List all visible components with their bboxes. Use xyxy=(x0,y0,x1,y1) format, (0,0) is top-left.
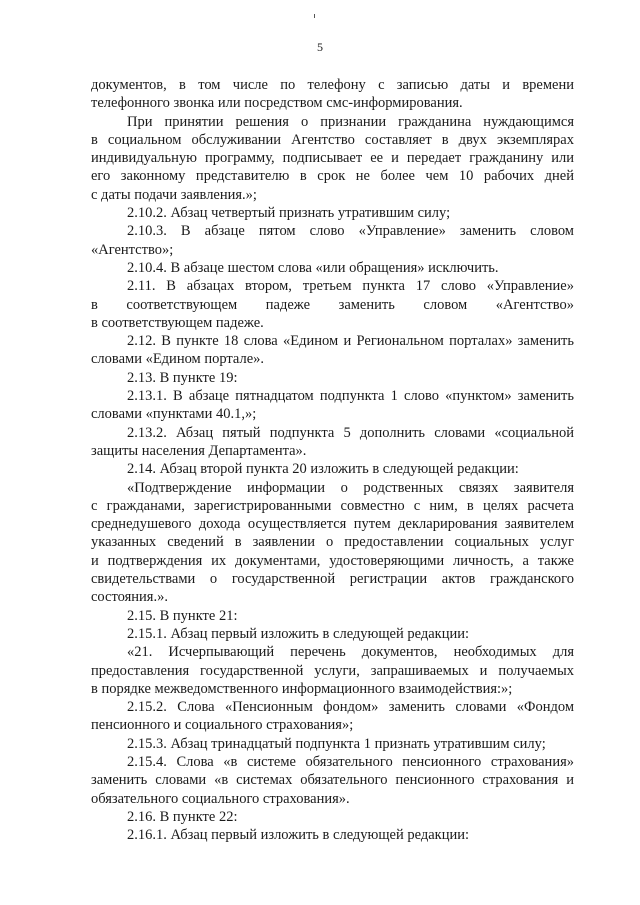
paragraph xyxy=(91,460,574,478)
text-line: 2.10.3. В абзаце пятом слово «Управление» заменить словом xyxy=(127,223,574,240)
text-line: предоставления государственной услуги, запрашиваемых и получаемых xyxy=(91,662,574,679)
paragraph xyxy=(91,204,574,222)
paragraph xyxy=(91,332,574,369)
text-line: «21. Исчерпывающий перечень документов, необходимых для xyxy=(127,644,574,661)
text-line: обязательного социального страхования». xyxy=(91,790,350,807)
text-line: словами «Едином портале». xyxy=(91,351,265,368)
text-line: в социальном обслуживании Агентство составляет в двух экземплярах xyxy=(91,131,574,148)
text-line: При принятии решения о признании гражданина нуждающимся xyxy=(127,113,574,130)
paragraph xyxy=(91,424,574,461)
text-line: 2.15.4. Слова «в системе обязательного пенсионного страхования» xyxy=(127,753,574,770)
paragraph xyxy=(91,222,574,259)
text-line: 2.10.2. Абзац четвертый признать утратившим силу; xyxy=(127,205,451,222)
scan-mark xyxy=(314,14,315,18)
text-line: с даты подачи заявления.»; xyxy=(91,186,257,203)
document-body xyxy=(91,76,574,844)
paragraph xyxy=(91,387,574,424)
text-line: указанных сведений в заявлении о предоставлении социальных услуг xyxy=(91,534,574,551)
text-line: в порядке межведомственного информационного взаимодействия:»; xyxy=(91,680,513,697)
text-line: 2.13. В пункте 19: xyxy=(127,369,238,386)
paragraph xyxy=(91,808,574,826)
text-line: 2.10.4. В абзаце шестом слова «или обращения» исключить. xyxy=(127,259,499,276)
text-line: 2.11. В абзацах втором, третьем пункта 17 слово «Управление» xyxy=(127,278,574,295)
text-line: 2.13.1. В абзаце пятнадцатом подпункта 1 слово «пунктом» заменить xyxy=(127,388,574,405)
text-line: защиты населения Департамента». xyxy=(91,442,307,459)
paragraph xyxy=(91,735,574,753)
paragraph xyxy=(91,698,574,735)
text-line: «Подтверждение информации о родственных связях заявителя xyxy=(127,479,574,496)
text-line: телефонного звонка или посредством смс-информирования. xyxy=(91,95,463,112)
paragraph xyxy=(91,113,574,204)
text-line: с гражданами, зарегистрированными совместно с ним, в целях расчета xyxy=(91,497,574,514)
text-line: индивидуальную программу, подписывает ее и передает гражданину или xyxy=(91,150,574,167)
text-line: 2.16. В пункте 22: xyxy=(127,808,238,825)
text-line: пенсионного и социального страхования»; xyxy=(91,717,354,734)
paragraph xyxy=(91,753,574,808)
paragraph xyxy=(91,76,574,113)
text-line: 2.16.1. Абзац первый изложить в следующей редакции: xyxy=(127,827,470,844)
page-number: 5 xyxy=(317,40,323,54)
text-line: и подтверждения их документами, удостоверяющими личность, а также xyxy=(91,552,574,569)
text-line: 2.12. В пункте 18 слова «Едином и Региональном порталах» заменить xyxy=(127,333,574,350)
text-line: в соответствующем падеже заменить словом «Агентство» xyxy=(91,296,574,313)
text-line: среднедушевого дохода осуществляется путем декларирования заявителем xyxy=(91,516,574,533)
paragraph xyxy=(91,277,574,332)
text-line: его законному представителю в срок не более чем 10 рабочих дней xyxy=(91,168,574,185)
text-line: в соответствующем падеже. xyxy=(91,314,264,331)
paragraph xyxy=(91,479,574,607)
text-line: «Агентство»; xyxy=(91,241,174,258)
paragraph xyxy=(91,607,574,625)
text-line: свидетельствами о государственной регистрации актов гражданского xyxy=(91,571,574,588)
text-line: 2.13.2. Абзац пятый подпункта 5 дополнить словами «социальной xyxy=(127,424,574,441)
text-line: 2.14. Абзац второй пункта 20 изложить в следующей редакции: xyxy=(127,461,519,478)
text-line: документов, в том числе по телефону с записью даты и времени xyxy=(91,77,574,93)
paragraph xyxy=(91,625,574,643)
text-line: 2.15.1. Абзац первый изложить в следующей редакции: xyxy=(127,625,470,642)
text-line: состояния.». xyxy=(91,589,168,606)
paragraph xyxy=(91,259,574,277)
text-line: заменить словами «в системах обязательного пенсионного страхования и xyxy=(91,772,574,789)
text-line: 2.15. В пункте 21: xyxy=(127,607,238,624)
text-line: словами «пунктами 40.1,»; xyxy=(91,406,257,423)
paragraph xyxy=(91,826,574,844)
paragraph xyxy=(91,643,574,698)
paragraph xyxy=(91,369,574,387)
text-line: 2.15.2. Слова «Пенсионным фондом» заменить словами «Фондом xyxy=(127,699,574,716)
text-line: 2.15.3. Абзац тринадцатый подпункта 1 признать утратившим силу; xyxy=(127,735,546,752)
